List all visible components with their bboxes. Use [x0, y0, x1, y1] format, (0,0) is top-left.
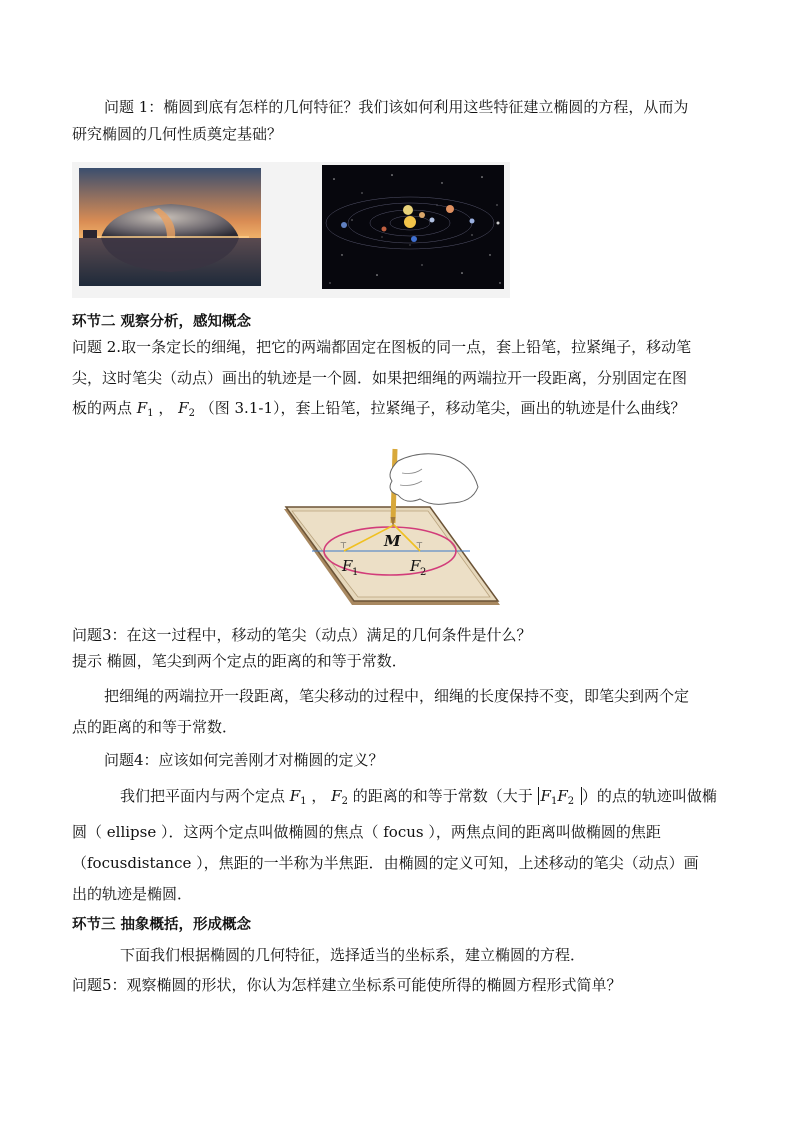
question-2-line-2: 尖，这时笔尖（动点）画出的轨迹是一个圆．如果把细绳的两端拉开一段距离，分别固定在图 — [72, 369, 688, 387]
question-2-line-3-post: （图 3.1-1），套上铅笔，拉紧绳子，移动笔尖，画出的轨迹是什么曲线？ — [199, 399, 686, 417]
question-2-line-3 — [72, 398, 686, 424]
paragraph-1-line-2: 点的距离的和等于常数． — [72, 718, 238, 736]
definition-post: ）的点的轨迹叫做椭 — [581, 787, 717, 805]
question-1-line-2: 研究椭圆的几何性质奠定基础？ — [72, 125, 283, 143]
photo-strip — [72, 162, 510, 298]
def-focus-1-subscript: 1 — [300, 796, 307, 807]
abs-f1f2 — [538, 787, 582, 805]
paragraph-2: 下面我们根据椭圆的几何特征，选择适当的坐标系，建立椭圆的方程． — [120, 946, 586, 964]
definition-line-4: 出的轨迹是椭圆． — [72, 885, 193, 903]
definition-line-1 — [120, 786, 717, 812]
paragraph-1-line-1: 把细绳的两端拉开一段距离，笔尖移动的过程中，细绳的长度保持不变，即笔尖到两个定 — [104, 687, 690, 705]
question-2-line-3-pre: 板的两点 — [72, 399, 133, 417]
section-2-heading: 环节二 观察分析，感知概念 — [72, 313, 252, 330]
def-focus-f-letter: F — [289, 787, 301, 805]
abs-sub-2: 2 — [567, 796, 575, 807]
def-focus-f-letter-2: F — [331, 787, 342, 805]
focus-f2-letter: F — [410, 557, 421, 575]
definition-line-3: （focusdistance ），焦距的一半称为半焦距．由椭圆的定义可知，上述移动的笔尖（动点）画 — [72, 854, 699, 872]
solar-system-photo — [322, 165, 504, 289]
question-4: 问题4：应该如何完善刚才对椭圆的定义？ — [104, 751, 384, 769]
focus-f-letter: F — [136, 399, 148, 417]
question-1-line-1: 问题 1：椭圆到底有怎样的几何特征？我们该如何利用这些特征建立椭圆的方程，从而为 — [104, 98, 689, 116]
question-2-line-1: 问题 2.取一条定长的细绳，把它的两端都固定在图板的同一点，套上铅笔，拉紧绳子，移动笔 — [72, 338, 692, 356]
definition-pre: 我们把平面内与两个定点 — [120, 787, 286, 805]
question-3: 问题3：在这一过程中，移动的笔尖（动点）满足的几何条件是什么？ — [72, 626, 532, 644]
abs-sub-1: 1 — [550, 796, 558, 807]
svg-text:⊤: ⊤ — [416, 541, 423, 550]
def-focus-2-subscript: 2 — [341, 796, 348, 807]
abs-f-letter-1: F — [540, 787, 551, 805]
point-m-label: M — [384, 532, 401, 550]
focus-2-subscript: 2 — [188, 408, 195, 419]
svg-text:⊤: ⊤ — [340, 541, 347, 550]
national-theater-photo — [79, 168, 261, 286]
definition-line-2: 圆（ ellipse ）．这两个定点叫做椭圆的焦点（ focus ），两焦点间的距离叫做椭圆的焦距 — [72, 823, 661, 841]
abs-f-letter-2: F — [557, 787, 568, 805]
ellipse-drawing-figure — [282, 447, 504, 611]
definition-mid: 的距离的和等于常数（大于 — [352, 787, 533, 805]
focus-f1-sub: 1 — [352, 567, 359, 578]
hint-text: 提示 椭圆，笔尖到两个定点的距离的和等于常数． — [72, 652, 407, 670]
focus-f2-sub: 2 — [420, 567, 427, 578]
question-5: 问题5：观察椭圆的形状，你认为怎样建立坐标系可能使所得的椭圆方程形式简单？ — [72, 976, 622, 994]
separator-comma: ， — [158, 399, 174, 417]
def-separator-comma: ， — [311, 787, 327, 805]
focus-f1-letter: F — [342, 557, 353, 575]
focus-1-subscript: 1 — [147, 408, 154, 419]
section-3-heading: 环节三 抽象概括，形成概念 — [72, 916, 252, 933]
focus-f-letter-2: F — [178, 399, 189, 417]
